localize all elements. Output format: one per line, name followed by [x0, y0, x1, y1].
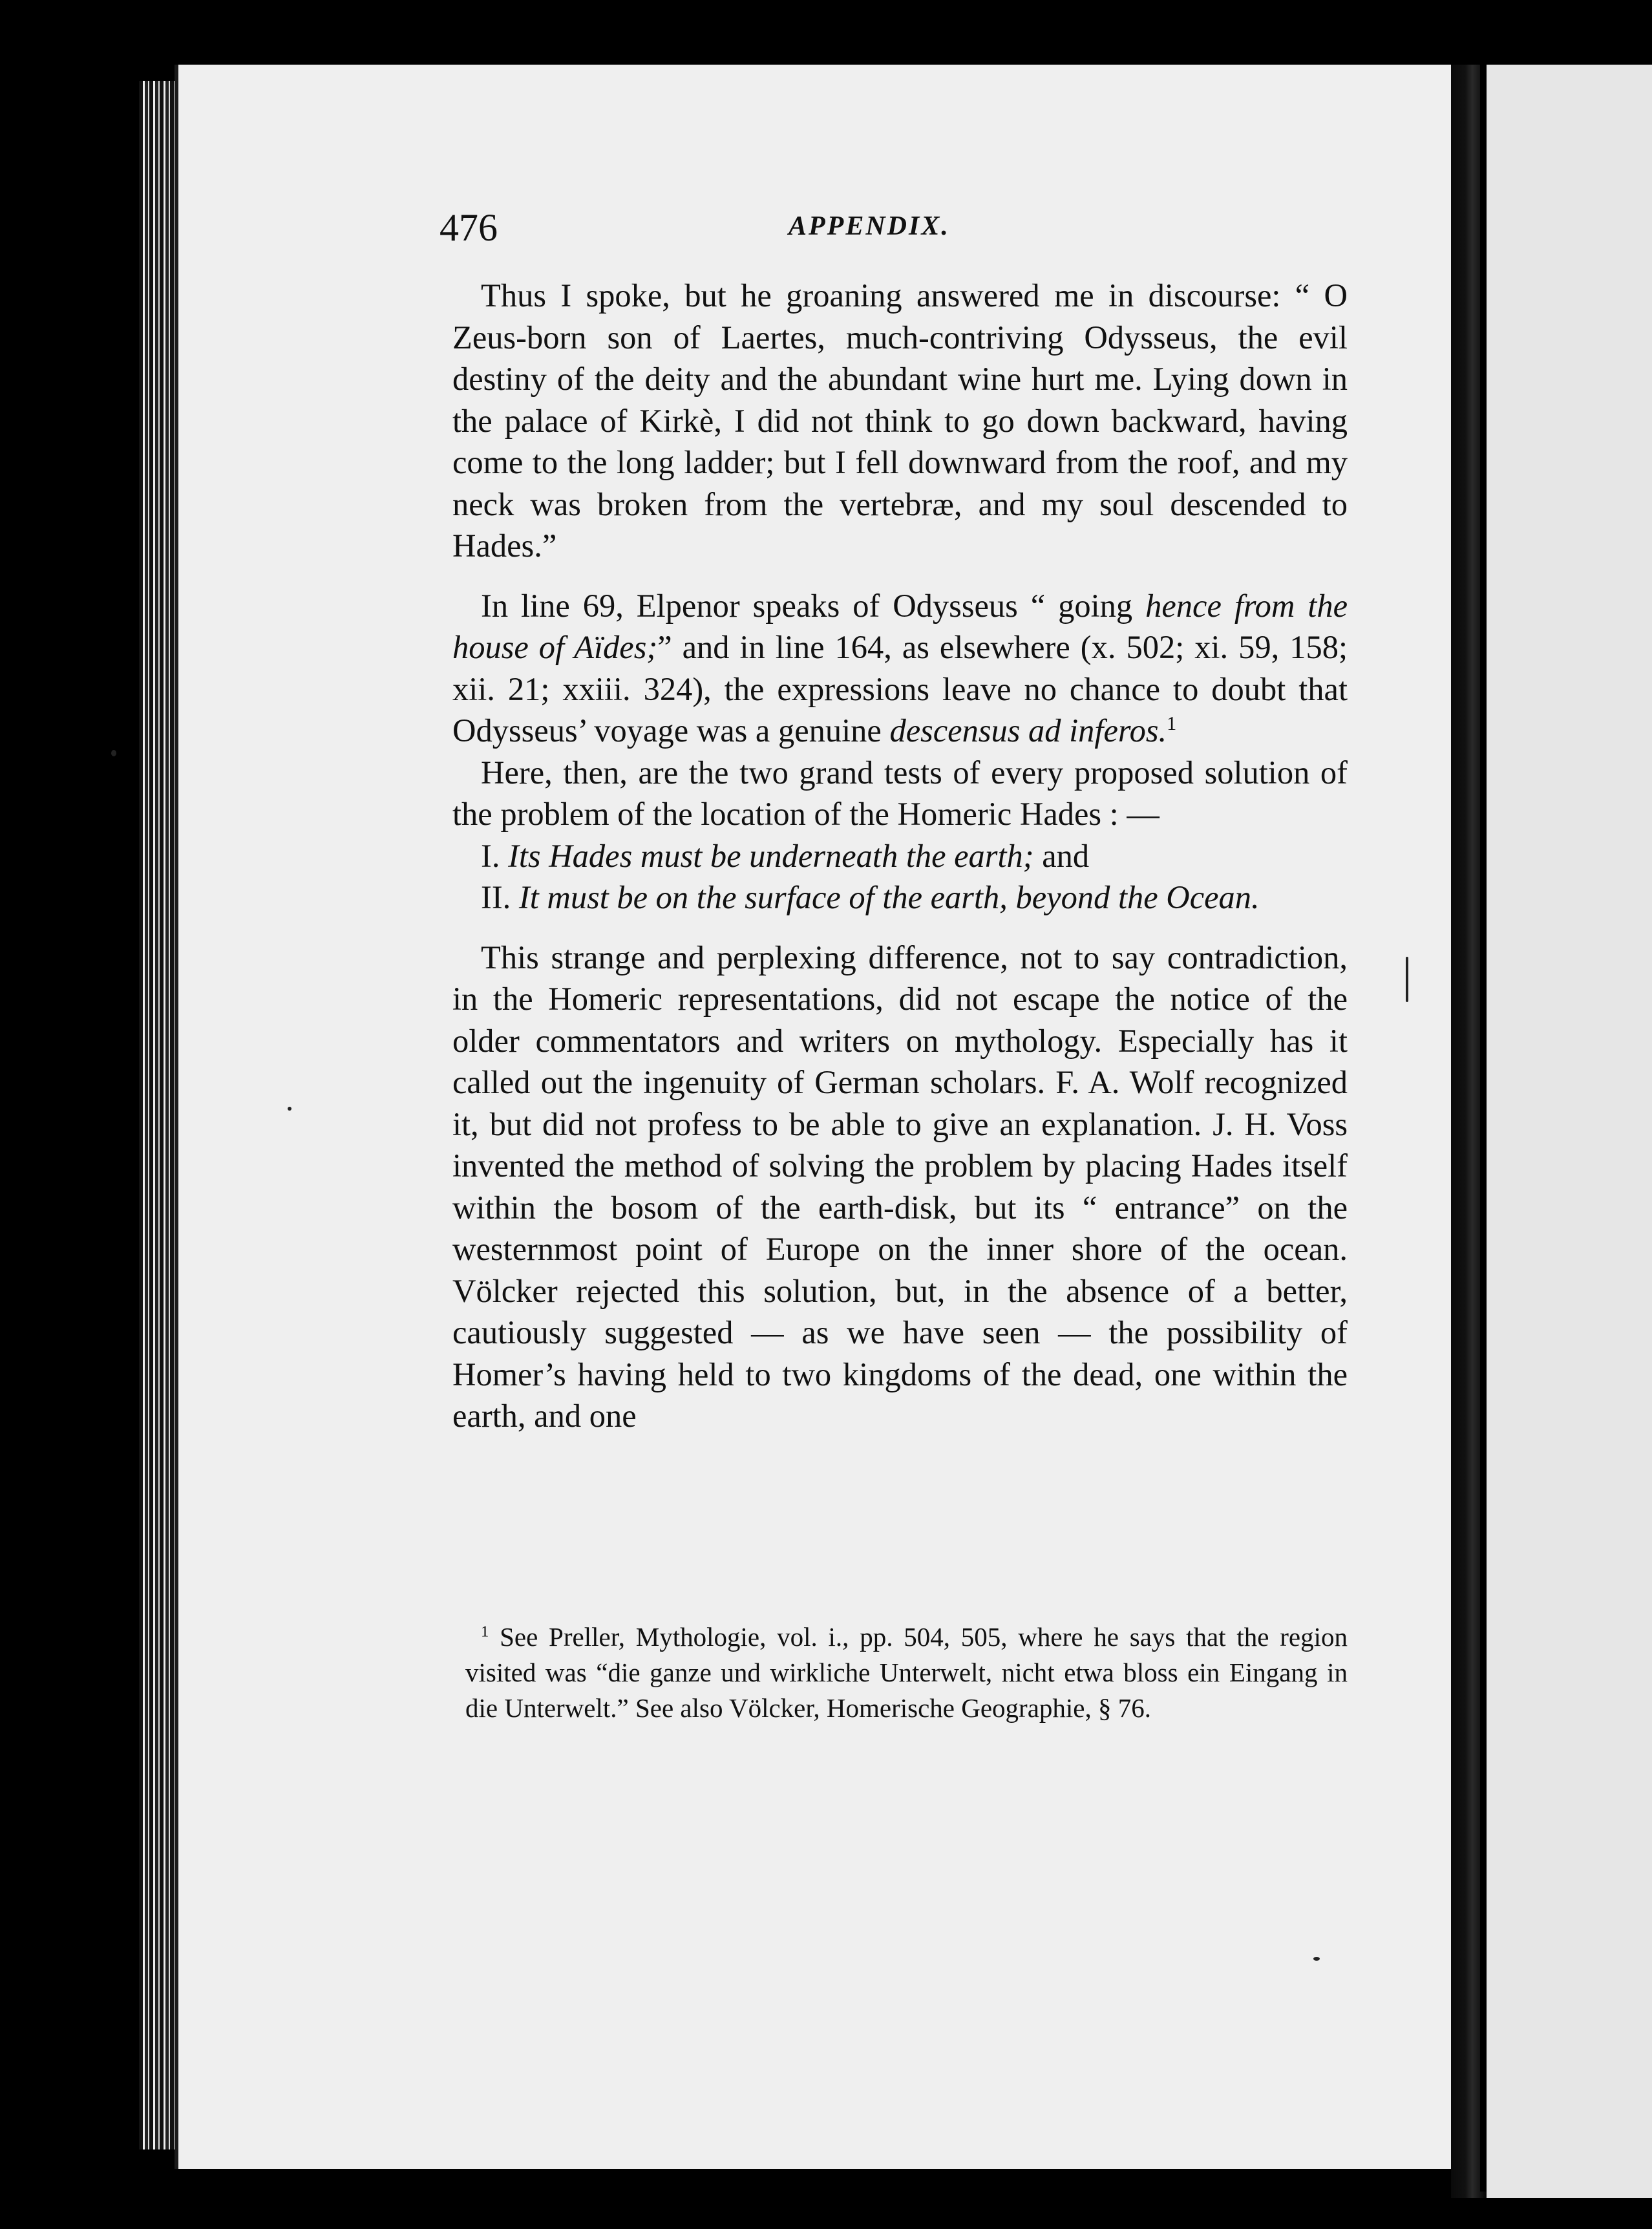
- italic-title: Homerische Geographie: [826, 1693, 1085, 1723]
- item-numeral: I.: [481, 837, 500, 874]
- paragraph-elpenor-speech: Thus I spoke, but he groaning answered me in discourse: “ O Zeus-born son of Laertes, much-contriving Odysseus, the evil destiny of the deity and the abundant wine hurt me. Lying down in the palace of Kirkè, I did not think to go down backward, having come to the long ladder; but I fell downward from the roof, and my neck was broken from the vertebræ, and my soul descended to Hades.”: [452, 277, 1348, 564]
- speck: [111, 750, 116, 756]
- italic-phrase: descensus ad inferos.: [889, 712, 1167, 749]
- text-run: ” and in line 164, as elsewhere (x. 502; xi. 59, 158; xii. 21; xxiii. 324), the expressions leave no chance to doubt that Odysseus’ voyage was a genuine: [452, 629, 1348, 749]
- test-item-1: [452, 835, 1348, 877]
- footnotes: [465, 1619, 1348, 1726]
- test-item-2: [452, 877, 1348, 919]
- speck: [1313, 1957, 1320, 1961]
- paragraph-grand-tests: Here, then, are the two grand tests of every proposed solution of the problem of the location of the Homeric Hades : —: [452, 754, 1348, 832]
- italic-title: Mythologie: [635, 1622, 760, 1652]
- paragraph-line-69: [452, 585, 1348, 752]
- italic-phrase: hence from the house of Aïdes;: [452, 587, 1348, 665]
- item-tail: and: [1033, 837, 1090, 874]
- text-run: , § 76.: [1085, 1693, 1151, 1723]
- item-text: It must be on the surface of the earth, beyond the Ocean.: [518, 879, 1260, 915]
- paragraph-contradiction: This strange and perplexing difference, not to say contradiction, in the Homeric representations, did not escape the notice of the older commentators and writers on mythology. Especially has it called out the ingenuity of German scholars. F. A. Wolf recognized it, but did not profess to be able to give an explanation. J. H. Voss invented the method of solving the problem by placing Hades itself within the bosom of the earth-disk, but its “ entrance” on the westernmost point of Europe on the inner shore of the ocean. Völcker rejected this solution, but, in the absence of a better, cautiously suggested — as we have seen — the possibility of Homer’s having held to two kingdoms of the dead, one within the earth, and one: [452, 939, 1348, 1434]
- footnote-marker: 1: [481, 1623, 489, 1641]
- speck: [1406, 957, 1408, 1002]
- footnote-1: [465, 1619, 1348, 1726]
- text-run: , vol. i., pp. 504, 505, where he says that the region visited was “die ganze und wirkliche Unterwelt, nicht etwa bloss ein Eingang in die Unterwelt.” See also Völcker,: [465, 1622, 1348, 1723]
- item-text: Its Hades must be underneath the earth;: [508, 837, 1034, 874]
- text-run: See Preller,: [489, 1622, 636, 1652]
- body-text: [452, 275, 1348, 1437]
- footnote-reference: 1: [1167, 712, 1177, 735]
- item-numeral: II.: [481, 879, 511, 915]
- running-title: APPENDIX.: [789, 211, 950, 241]
- text-run: In line 69, Elpenor speaks of Odysseus “ going: [481, 587, 1146, 624]
- page-number: 476: [439, 206, 498, 249]
- running-head: [439, 206, 1357, 257]
- opposite-page: [1487, 65, 1652, 2198]
- speck: [288, 1107, 291, 1111]
